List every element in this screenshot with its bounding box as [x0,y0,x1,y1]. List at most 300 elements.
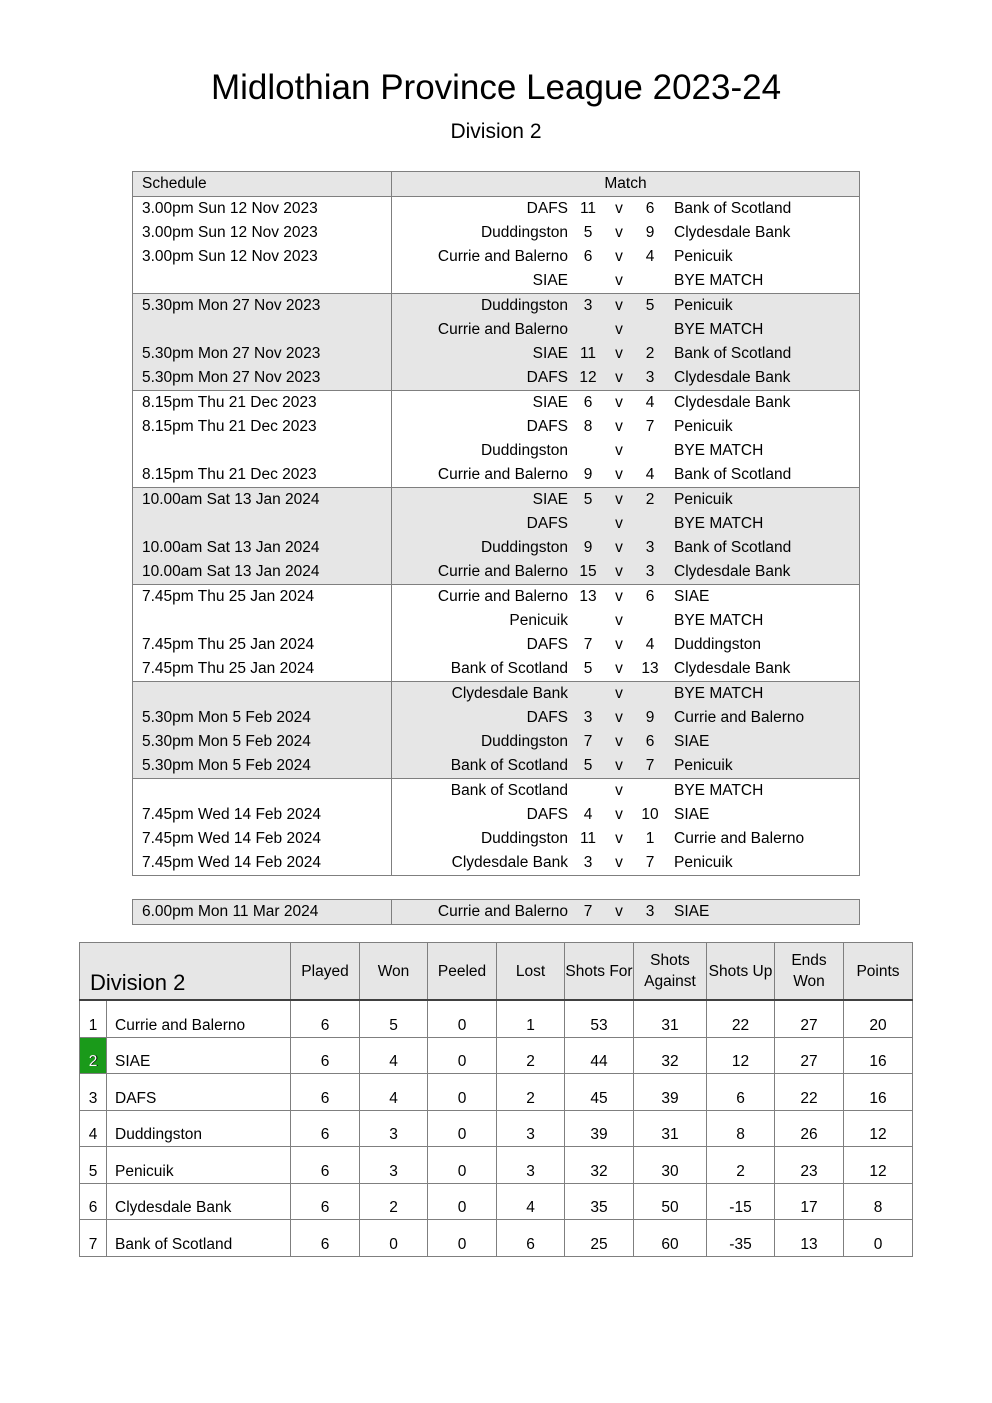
shots-up-cell: 6 [707,1074,775,1111]
home-score [568,682,608,707]
points-cell: 12 [844,1110,913,1147]
league-row [80,1110,913,1147]
shots-up-cell: 12 [707,1037,775,1074]
fixture-row [133,633,860,657]
versus-label: v [608,633,630,657]
shots-for-cell: 25 [565,1220,634,1257]
away-score: 2 [630,342,670,366]
versus-label: v [608,560,630,585]
home-team: Bank of Scotland [392,779,569,804]
team-name: Penicuik [107,1147,291,1184]
versus-label: v [608,706,630,730]
fixture-date: 5.30pm Mon 5 Feb 2024 [133,730,392,754]
schedule-table [132,171,860,876]
fixture-date [133,512,392,536]
lost-cell: 2 [497,1037,565,1074]
lost-cell: 2 [497,1074,565,1111]
shots-against-cell: 30 [634,1147,707,1184]
peeled-cell: 0 [428,1000,497,1037]
home-team: DAFS [392,706,569,730]
fixture-date: 10.00am Sat 13 Jan 2024 [133,488,392,513]
away-score: 9 [630,706,670,730]
shots-up-cell: 22 [707,1000,775,1037]
home-score: 5 [568,488,608,513]
fixture-date: 3.00pm Sun 12 Nov 2023 [133,245,392,269]
home-team: DAFS [392,633,569,657]
away-score: 13 [630,657,670,682]
away-score [630,318,670,342]
shots-against-cell: 31 [634,1000,707,1037]
home-team: SIAE [392,391,569,416]
fixture-date [133,682,392,707]
home-score: 11 [568,342,608,366]
home-team: Currie and Balerno [392,245,569,269]
lost-cell: 4 [497,1183,565,1220]
home-team: Currie and Balerno [392,463,569,488]
home-score: 4 [568,803,608,827]
versus-label: v [608,657,630,682]
fixture-date: 8.15pm Thu 21 Dec 2023 [133,391,392,416]
position-number: 3 [88,1089,98,1107]
away-team: Penicuik [670,245,860,269]
home-team: Bank of Scotland [392,754,569,779]
versus-label: v [608,366,630,391]
won-cell: 4 [360,1037,428,1074]
played-cell: 6 [291,1220,360,1257]
peeled-cell: 0 [428,1110,497,1147]
fixture-row [133,439,860,463]
shots-against-cell: 31 [634,1110,707,1147]
away-score: 9 [630,221,670,245]
versus-label: v [608,827,630,851]
away-team: Penicuik [670,851,860,876]
peeled-cell: 0 [428,1074,497,1111]
column-header-points: Points [844,943,913,1001]
fixture-row [133,269,860,294]
away-score: 4 [630,245,670,269]
away-team: Bank of Scotland [670,463,860,488]
versus-label: v [608,779,630,804]
away-score [630,269,670,294]
team-name: Bank of Scotland [107,1220,291,1257]
shots-up-cell: -15 [707,1183,775,1220]
away-team: Bank of Scotland [670,342,860,366]
points-cell: 20 [844,1000,913,1037]
home-score: 11 [568,827,608,851]
points-cell: 8 [844,1183,913,1220]
versus-label: v [608,294,630,319]
home-score: 3 [568,294,608,319]
home-score [568,512,608,536]
played-cell: 6 [291,1037,360,1074]
schedule-header-row [133,172,860,197]
away-score: 10 [630,803,670,827]
home-team: DAFS [392,415,569,439]
away-score [630,779,670,804]
home-team: Clydesdale Bank [392,682,569,707]
won-cell: 3 [360,1110,428,1147]
fixture-date: 5.30pm Mon 5 Feb 2024 [133,754,392,779]
fixture-row [133,803,860,827]
home-team: Duddingston [392,827,569,851]
fixture-date: 7.45pm Wed 14 Feb 2024 [133,851,392,876]
shots-against-cell: 50 [634,1183,707,1220]
home-team: Duddingston [392,536,569,560]
fixture-row [133,609,860,633]
shots-against-cell: 39 [634,1074,707,1111]
away-team: BYE MATCH [670,682,860,707]
lost-cell: 1 [497,1000,565,1037]
away-team: Penicuik [670,294,860,319]
home-score [568,318,608,342]
away-team: Bank of Scotland [670,536,860,560]
fixture-row [133,730,860,754]
away-score: 7 [630,415,670,439]
home-team: SIAE [392,488,569,513]
away-team: Bank of Scotland [670,197,860,222]
home-team: SIAE [392,342,569,366]
fixture-row [133,463,860,488]
fixture-date: 5.30pm Mon 27 Nov 2023 [133,342,392,366]
column-header-ends-won: Ends Won [775,943,844,1001]
versus-label: v [608,488,630,513]
fixture-date [133,779,392,804]
away-team: BYE MATCH [670,439,860,463]
versus-label: v [608,463,630,488]
column-header-peeled: Peeled [428,943,497,1001]
schedule-column-header: Schedule [133,172,392,197]
ends-won-cell: 27 [775,1037,844,1074]
round-group [133,682,860,779]
versus-label: v [608,269,630,294]
home-team: DAFS [392,803,569,827]
fixture-date: 5.30pm Mon 27 Nov 2023 [133,294,392,319]
fixture-row [133,560,860,585]
versus-label: v [608,342,630,366]
fixture-date: 7.45pm Wed 14 Feb 2024 [133,803,392,827]
away-team: Penicuik [670,488,860,513]
home-score [568,609,608,633]
column-header-won: Won [360,943,428,1001]
played-cell: 6 [291,1183,360,1220]
away-team: Currie and Balerno [670,827,860,851]
page-title: Midlothian Province League 2023-24 [210,68,782,107]
position-cell [80,1110,107,1147]
away-score: 5 [630,294,670,319]
match-column-header: Match [392,172,860,197]
away-score [630,512,670,536]
column-header-shots-against: Shots Against [634,943,707,1001]
position-cell [80,1147,107,1184]
position-cell [80,1037,107,1074]
versus-label: v [608,682,630,707]
home-score: 6 [568,245,608,269]
versus-label: v [608,197,630,222]
away-score: 3 [630,536,670,560]
position-number: 7 [88,1235,98,1253]
position-number: 2 [88,1053,98,1070]
fixture-date: 7.45pm Thu 25 Jan 2024 [133,657,392,682]
peeled-cell: 0 [428,1183,497,1220]
fixture-row [133,245,860,269]
shots-against-cell: 60 [634,1220,707,1257]
ends-won-cell: 13 [775,1220,844,1257]
home-team: Currie and Balerno [392,585,569,610]
home-team: Currie and Balerno [392,900,569,925]
peeled-cell: 0 [428,1037,497,1074]
fixture-row [133,391,860,416]
column-header-lost: Lost [497,943,565,1001]
away-team: SIAE [670,585,860,610]
home-team: Duddingston [392,439,569,463]
home-score: 12 [568,366,608,391]
away-team: Clydesdale Bank [670,366,860,391]
league-table [79,942,913,1257]
home-score: 7 [568,900,608,925]
fixture-row [133,488,860,513]
away-score: 3 [630,900,670,925]
ends-won-cell: 22 [775,1074,844,1111]
team-name: Clydesdale Bank [107,1183,291,1220]
fixture-row [133,585,860,610]
versus-label: v [608,585,630,610]
column-header-played: Played [291,943,360,1001]
home-team: DAFS [392,366,569,391]
fixture-row [133,827,860,851]
home-score: 7 [568,633,608,657]
away-team: BYE MATCH [670,269,860,294]
away-team: Clydesdale Bank [670,391,860,416]
versus-label: v [608,730,630,754]
points-cell: 16 [844,1074,913,1111]
away-score: 2 [630,488,670,513]
home-team: DAFS [392,512,569,536]
won-cell: 3 [360,1147,428,1184]
lost-cell: 6 [497,1220,565,1257]
away-score: 6 [630,585,670,610]
away-team: Duddingston [670,633,860,657]
points-cell: 12 [844,1147,913,1184]
fixture-row [133,706,860,730]
home-score: 8 [568,415,608,439]
team-name: SIAE [107,1037,291,1074]
away-score [630,439,670,463]
round-group [133,585,860,682]
shots-against-cell: 32 [634,1037,707,1074]
versus-label: v [608,536,630,560]
home-team: DAFS [392,197,569,222]
home-team: Duddingston [392,221,569,245]
home-score: 13 [568,585,608,610]
away-score [630,609,670,633]
fixture-row [133,512,860,536]
away-score: 3 [630,366,670,391]
away-team: SIAE [670,803,860,827]
shots-up-cell: -35 [707,1220,775,1257]
position-number: 1 [88,1016,98,1034]
team-name: Currie and Balerno [107,1000,291,1037]
home-score: 9 [568,536,608,560]
fixture-row [133,900,860,925]
fixture-row [133,197,860,222]
column-header-shots-for: Shots For [565,943,634,1001]
home-score: 7 [568,730,608,754]
played-cell: 6 [291,1000,360,1037]
away-score: 3 [630,560,670,585]
peeled-cell: 0 [428,1220,497,1257]
fixture-date: 7.45pm Wed 14 Feb 2024 [133,827,392,851]
won-cell: 5 [360,1000,428,1037]
played-cell: 6 [291,1074,360,1111]
column-header-shots-up: Shots Up [707,943,775,1001]
position-cell [80,1074,107,1111]
shots-for-cell: 32 [565,1147,634,1184]
shots-for-cell: 45 [565,1074,634,1111]
home-team: Currie and Balerno [392,318,569,342]
away-team: Penicuik [670,754,860,779]
position-cell [80,1220,107,1257]
versus-label: v [608,318,630,342]
versus-label: v [608,803,630,827]
shots-for-cell: 39 [565,1110,634,1147]
position-cell [80,1183,107,1220]
fixture-date [133,318,392,342]
home-score [568,439,608,463]
won-cell: 2 [360,1183,428,1220]
fixture-row [133,318,860,342]
ends-won-cell: 23 [775,1147,844,1184]
won-cell: 0 [360,1220,428,1257]
fixture-row [133,366,860,391]
away-team: Penicuik [670,415,860,439]
versus-label: v [608,415,630,439]
away-team: BYE MATCH [670,512,860,536]
fixture-date: 6.00pm Mon 11 Mar 2024 [133,900,392,925]
fixture-row [133,536,860,560]
home-score [568,779,608,804]
league-row [80,1000,913,1037]
home-team: Penicuik [392,609,569,633]
position-number: 4 [88,1126,98,1143]
fixture-date: 7.45pm Thu 25 Jan 2024 [133,633,392,657]
versus-label: v [608,512,630,536]
fixture-row [133,779,860,804]
fixture-row [133,415,860,439]
fixture-date: 8.15pm Thu 21 Dec 2023 [133,463,392,488]
fixture-date: 5.30pm Mon 27 Nov 2023 [133,366,392,391]
home-score: 3 [568,706,608,730]
fixture-row [133,851,860,876]
league-row [80,1037,913,1074]
shots-for-cell: 53 [565,1000,634,1037]
away-team: Clydesdale Bank [670,560,860,585]
home-score: 9 [568,463,608,488]
fixture-date [133,439,392,463]
versus-label: v [608,851,630,876]
fixture-date: 10.00am Sat 13 Jan 2024 [133,560,392,585]
away-score: 1 [630,827,670,851]
shots-for-cell: 44 [565,1037,634,1074]
ends-won-cell: 26 [775,1110,844,1147]
fixture-row [133,754,860,779]
away-score: 6 [630,197,670,222]
away-team: BYE MATCH [670,318,860,342]
home-score: 5 [568,221,608,245]
home-team: Duddingston [392,730,569,754]
round-group [133,294,860,391]
away-team: Clydesdale Bank [670,657,860,682]
points-cell: 16 [844,1037,913,1074]
fixture-date: 10.00am Sat 13 Jan 2024 [133,536,392,560]
league-row [80,1074,913,1111]
away-score: 4 [630,633,670,657]
away-team: Currie and Balerno [670,706,860,730]
fixture-row [133,682,860,707]
played-cell: 6 [291,1110,360,1147]
shots-up-cell: 2 [707,1147,775,1184]
away-score [630,682,670,707]
lost-cell: 3 [497,1110,565,1147]
away-team: BYE MATCH [670,609,860,633]
home-score [568,269,608,294]
fixture-row [133,294,860,319]
ends-won-cell: 17 [775,1183,844,1220]
league-row [80,1220,913,1257]
home-score: 15 [568,560,608,585]
position-number: 5 [88,1162,98,1180]
fixture-date: 8.15pm Thu 21 Dec 2023 [133,415,392,439]
team-name: DAFS [107,1074,291,1111]
rescheduled-fixture-table [132,899,860,925]
home-team: Currie and Balerno [392,560,569,585]
page-subtitle: Division 2 [450,120,542,143]
versus-label: v [608,609,630,633]
fixture-row [133,342,860,366]
home-team: Clydesdale Bank [392,851,569,876]
league-row [80,1183,913,1220]
fixture-date: 3.00pm Sun 12 Nov 2023 [133,197,392,222]
team-name: Duddingston [107,1110,291,1147]
fixture-date [133,609,392,633]
lost-cell: 3 [497,1147,565,1184]
home-team: Bank of Scotland [392,657,569,682]
fixture-row [133,657,860,682]
shots-for-cell: 35 [565,1183,634,1220]
versus-label: v [608,439,630,463]
round-group [133,197,860,294]
home-score: 5 [568,754,608,779]
fixture-date: 5.30pm Mon 5 Feb 2024 [133,706,392,730]
versus-label: v [608,245,630,269]
home-score: 3 [568,851,608,876]
away-team: Clydesdale Bank [670,221,860,245]
fixture-date: 7.45pm Thu 25 Jan 2024 [133,585,392,610]
away-score: 4 [630,463,670,488]
versus-label: v [608,391,630,416]
league-table-title: Division 2 [80,943,291,1001]
home-score: 11 [568,197,608,222]
round-group [133,391,860,488]
away-score: 4 [630,391,670,416]
peeled-cell: 0 [428,1147,497,1184]
league-header-row [80,943,913,1001]
round-group [133,488,860,585]
league-row [80,1147,913,1184]
shots-up-cell: 8 [707,1110,775,1147]
home-team: SIAE [392,269,569,294]
versus-label: v [608,900,630,925]
away-team: SIAE [670,730,860,754]
